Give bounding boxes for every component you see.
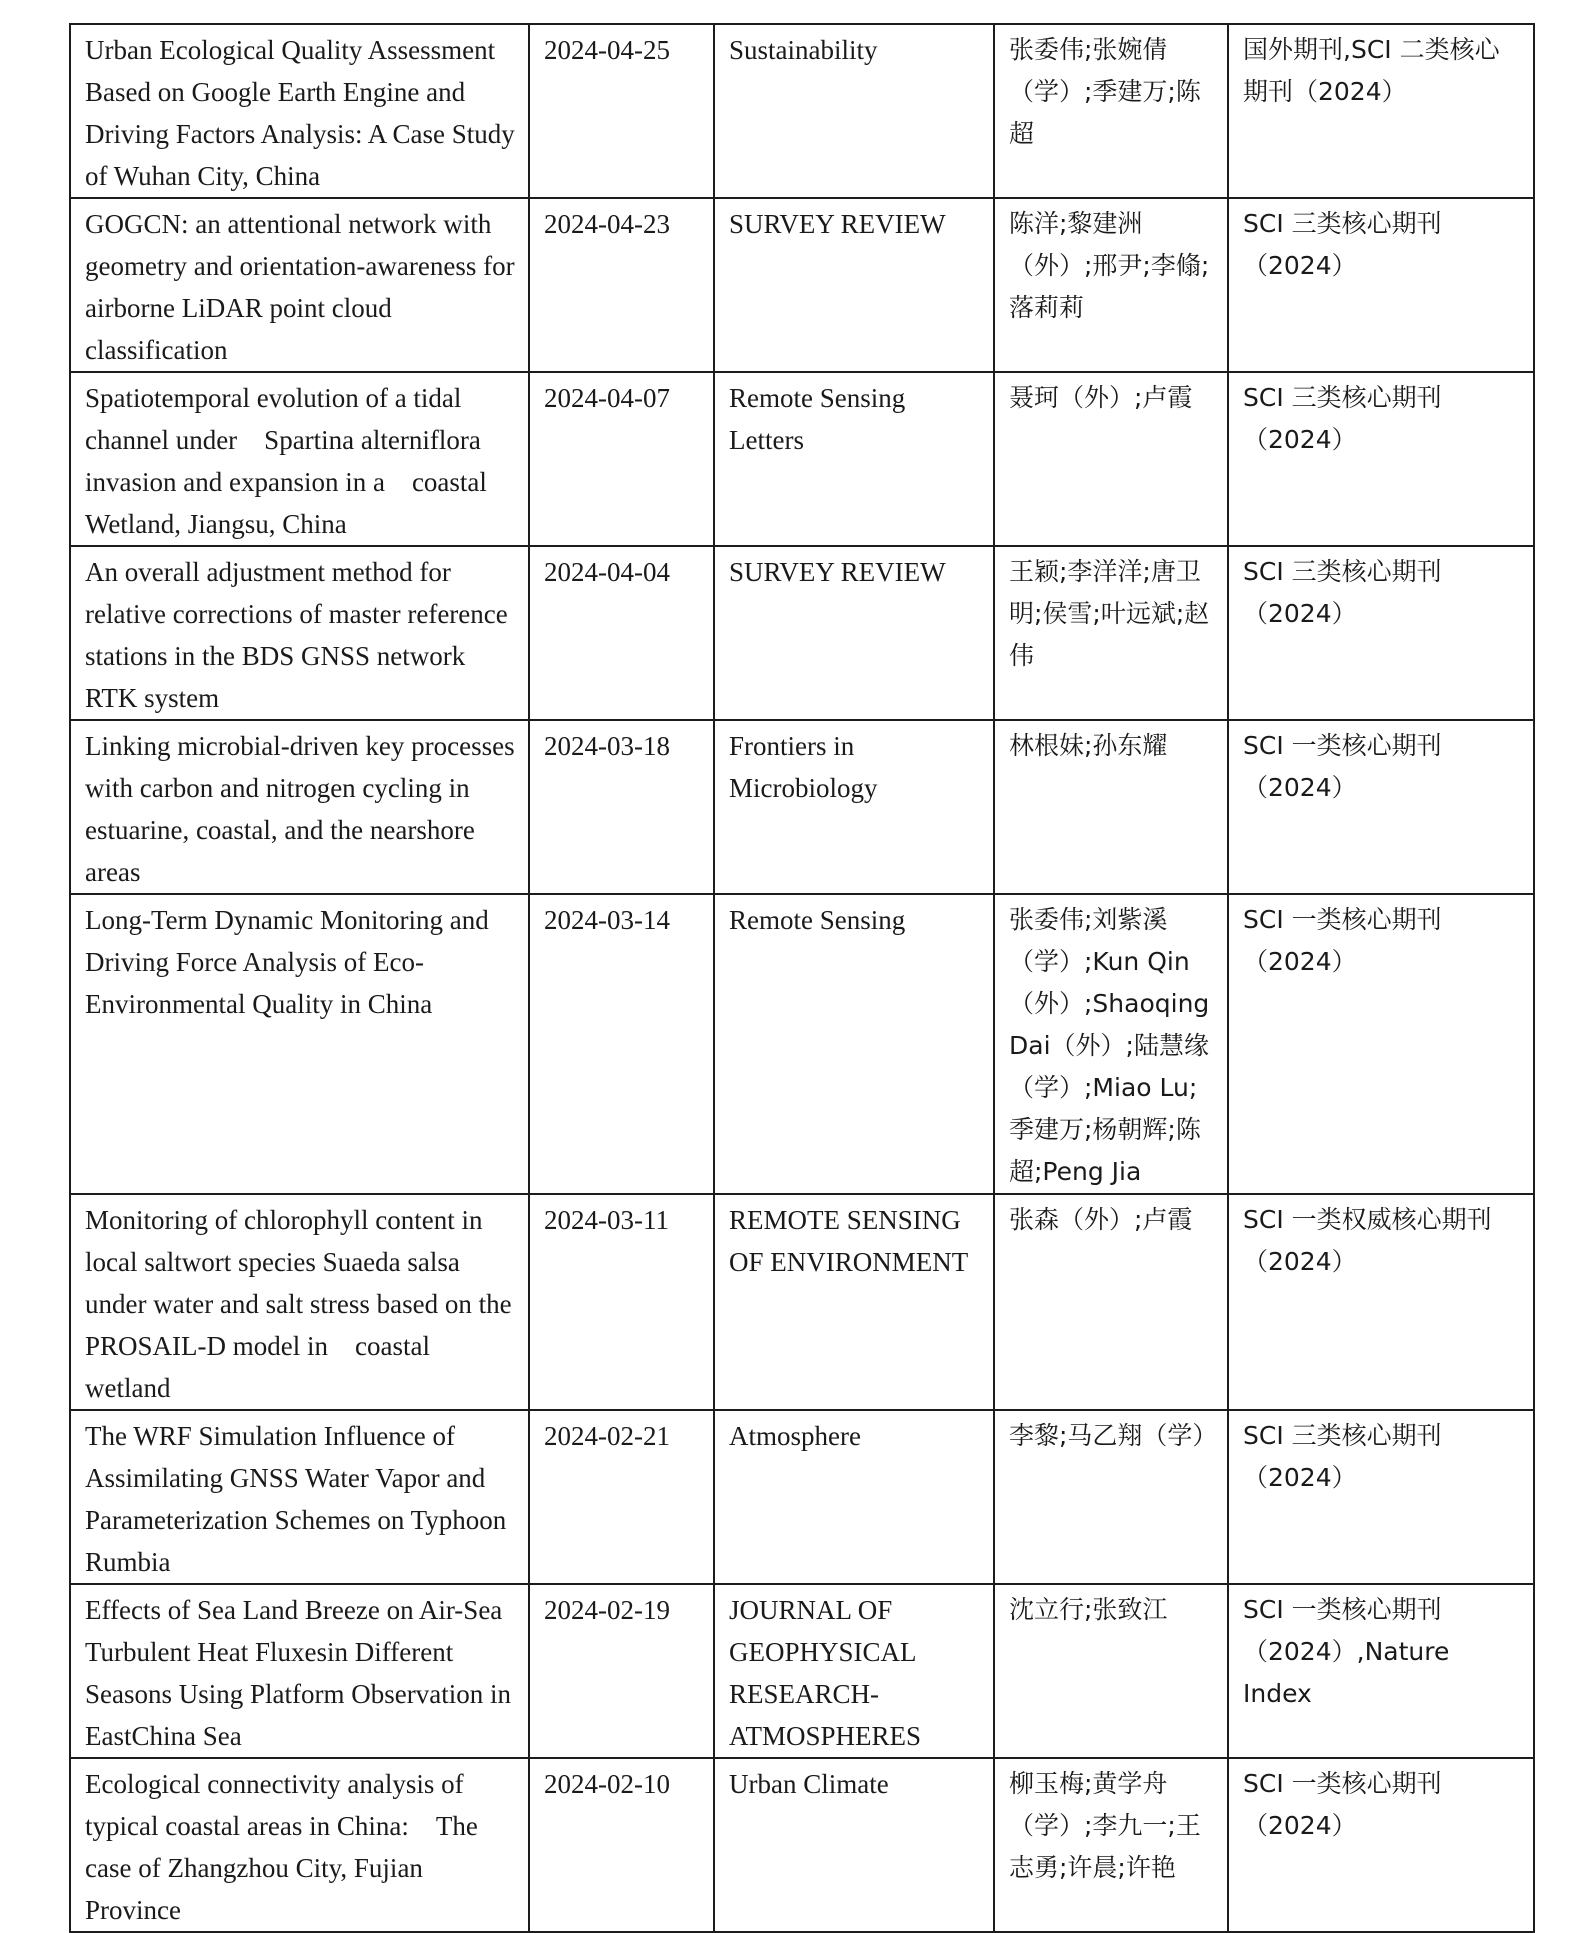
publish-date: 2024-04-25 <box>529 24 714 198</box>
paper-title: The WRF Simulation Influence of Assimilating GNSS Water Vapor and Parameterization Schemes on Typhoon Rumbia <box>70 1410 529 1584</box>
publish-date: 2024-02-19 <box>529 1584 714 1758</box>
journal-name: REMOTE SENSING OF ENVIRONMENT <box>714 1194 994 1410</box>
journal-name: SURVEY REVIEW <box>714 546 994 720</box>
journal-category: SCI 三类核心期刊（2024） <box>1228 1410 1534 1584</box>
paper-title: Effects of Sea Land Breeze on Air-Sea Turbulent Heat Fluxesin Different Seasons Using Platform Observation in EastChina Sea <box>70 1584 529 1758</box>
authors: 李黎;马乙翔（学） <box>994 1410 1228 1584</box>
publish-date: 2024-04-07 <box>529 372 714 546</box>
table-row <box>70 720 1534 894</box>
authors: 林根妹;孙东耀 <box>994 720 1228 894</box>
table-row <box>70 1758 1534 1932</box>
table-row <box>70 894 1534 1194</box>
table-row <box>70 24 1534 198</box>
authors: 柳玉梅;黄学舟（学）;李九一;王志勇;许晨;许艳 <box>994 1758 1228 1932</box>
authors: 张委伟;张婉倩（学）;季建万;陈超 <box>994 24 1228 198</box>
publish-date: 2024-02-21 <box>529 1410 714 1584</box>
journal-category: SCI 三类核心期刊（2024） <box>1228 198 1534 372</box>
journal-name: JOURNAL OF GEOPHYSICAL RESEARCH-ATMOSPHERES <box>714 1584 994 1758</box>
paper-title: GOGCN: an attentional network with geometry and orientation-awareness for airborne LiDAR point cloud classification <box>70 198 529 372</box>
journal-category: SCI 一类核心期刊（2024） <box>1228 720 1534 894</box>
publish-date: 2024-04-23 <box>529 198 714 372</box>
paper-title: Spatiotemporal evolution of a tidal channel under Spartina alterniflora invasion and expansion in a coastal Wetland, Jiangsu, China <box>70 372 529 546</box>
journal-category: SCI 三类核心期刊（2024） <box>1228 372 1534 546</box>
table-row <box>70 1410 1534 1584</box>
table-row <box>70 1194 1534 1410</box>
journal-name: Sustainability <box>714 24 994 198</box>
table-row <box>70 546 1534 720</box>
paper-title: Linking microbial-driven key processes with carbon and nitrogen cycling in estuarine, coastal, and the nearshore areas <box>70 720 529 894</box>
journal-name: Remote Sensing <box>714 894 994 1194</box>
publish-date: 2024-03-11 <box>529 1194 714 1410</box>
journal-category: SCI 一类核心期刊（2024） <box>1228 1758 1534 1932</box>
authors: 张委伟;刘紫溪（学）;Kun Qin（外）;Shaoqing Dai（外）;陆慧缘（学）;Miao Lu;季建万;杨朝辉;陈超;Peng Jia <box>994 894 1228 1194</box>
authors: 张森（外）;卢霞 <box>994 1194 1228 1410</box>
journal-name: Frontiers in Microbiology <box>714 720 994 894</box>
publish-date: 2024-03-14 <box>529 894 714 1194</box>
authors: 王颖;李洋洋;唐卫明;侯雪;叶远斌;赵伟 <box>994 546 1228 720</box>
publications-table <box>69 23 1535 1933</box>
journal-name: Atmosphere <box>714 1410 994 1584</box>
paper-title: Monitoring of chlorophyll content in local saltwort species Suaeda salsa under water and salt stress based on the PROSAIL-D model in coastal wetland <box>70 1194 529 1410</box>
journal-name: SURVEY REVIEW <box>714 198 994 372</box>
journal-category: SCI 一类权威核心期刊（2024） <box>1228 1194 1534 1410</box>
journal-name: Remote Sensing Letters <box>714 372 994 546</box>
paper-title: Ecological connectivity analysis of typical coastal areas in China: The case of Zhangzhou City, Fujian Province <box>70 1758 529 1932</box>
journal-category: SCI 一类核心期刊（2024）,Nature Index <box>1228 1584 1534 1758</box>
publish-date: 2024-04-04 <box>529 546 714 720</box>
authors: 陈洋;黎建洲（外）;邢尹;李翛;落莉莉 <box>994 198 1228 372</box>
table-row <box>70 372 1534 546</box>
authors: 沈立行;张致江 <box>994 1584 1228 1758</box>
table-row <box>70 198 1534 372</box>
authors: 聂珂（外）;卢霞 <box>994 372 1228 546</box>
table-row <box>70 1584 1534 1758</box>
journal-category: 国外期刊,SCI 二类核心期刊（2024） <box>1228 24 1534 198</box>
paper-title: Urban Ecological Quality Assessment Based on Google Earth Engine and Driving Factors Analysis: A Case Study of Wuhan City, China <box>70 24 529 198</box>
paper-title: Long-Term Dynamic Monitoring and Driving Force Analysis of Eco-Environmental Quality in China <box>70 894 529 1194</box>
journal-name: Urban Climate <box>714 1758 994 1932</box>
journal-category: SCI 一类核心期刊（2024） <box>1228 894 1534 1194</box>
publish-date: 2024-02-10 <box>529 1758 714 1932</box>
paper-title: An overall adjustment method for relative corrections of master reference stations in the BDS GNSS network RTK system <box>70 546 529 720</box>
publish-date: 2024-03-18 <box>529 720 714 894</box>
journal-category: SCI 三类核心期刊（2024） <box>1228 546 1534 720</box>
